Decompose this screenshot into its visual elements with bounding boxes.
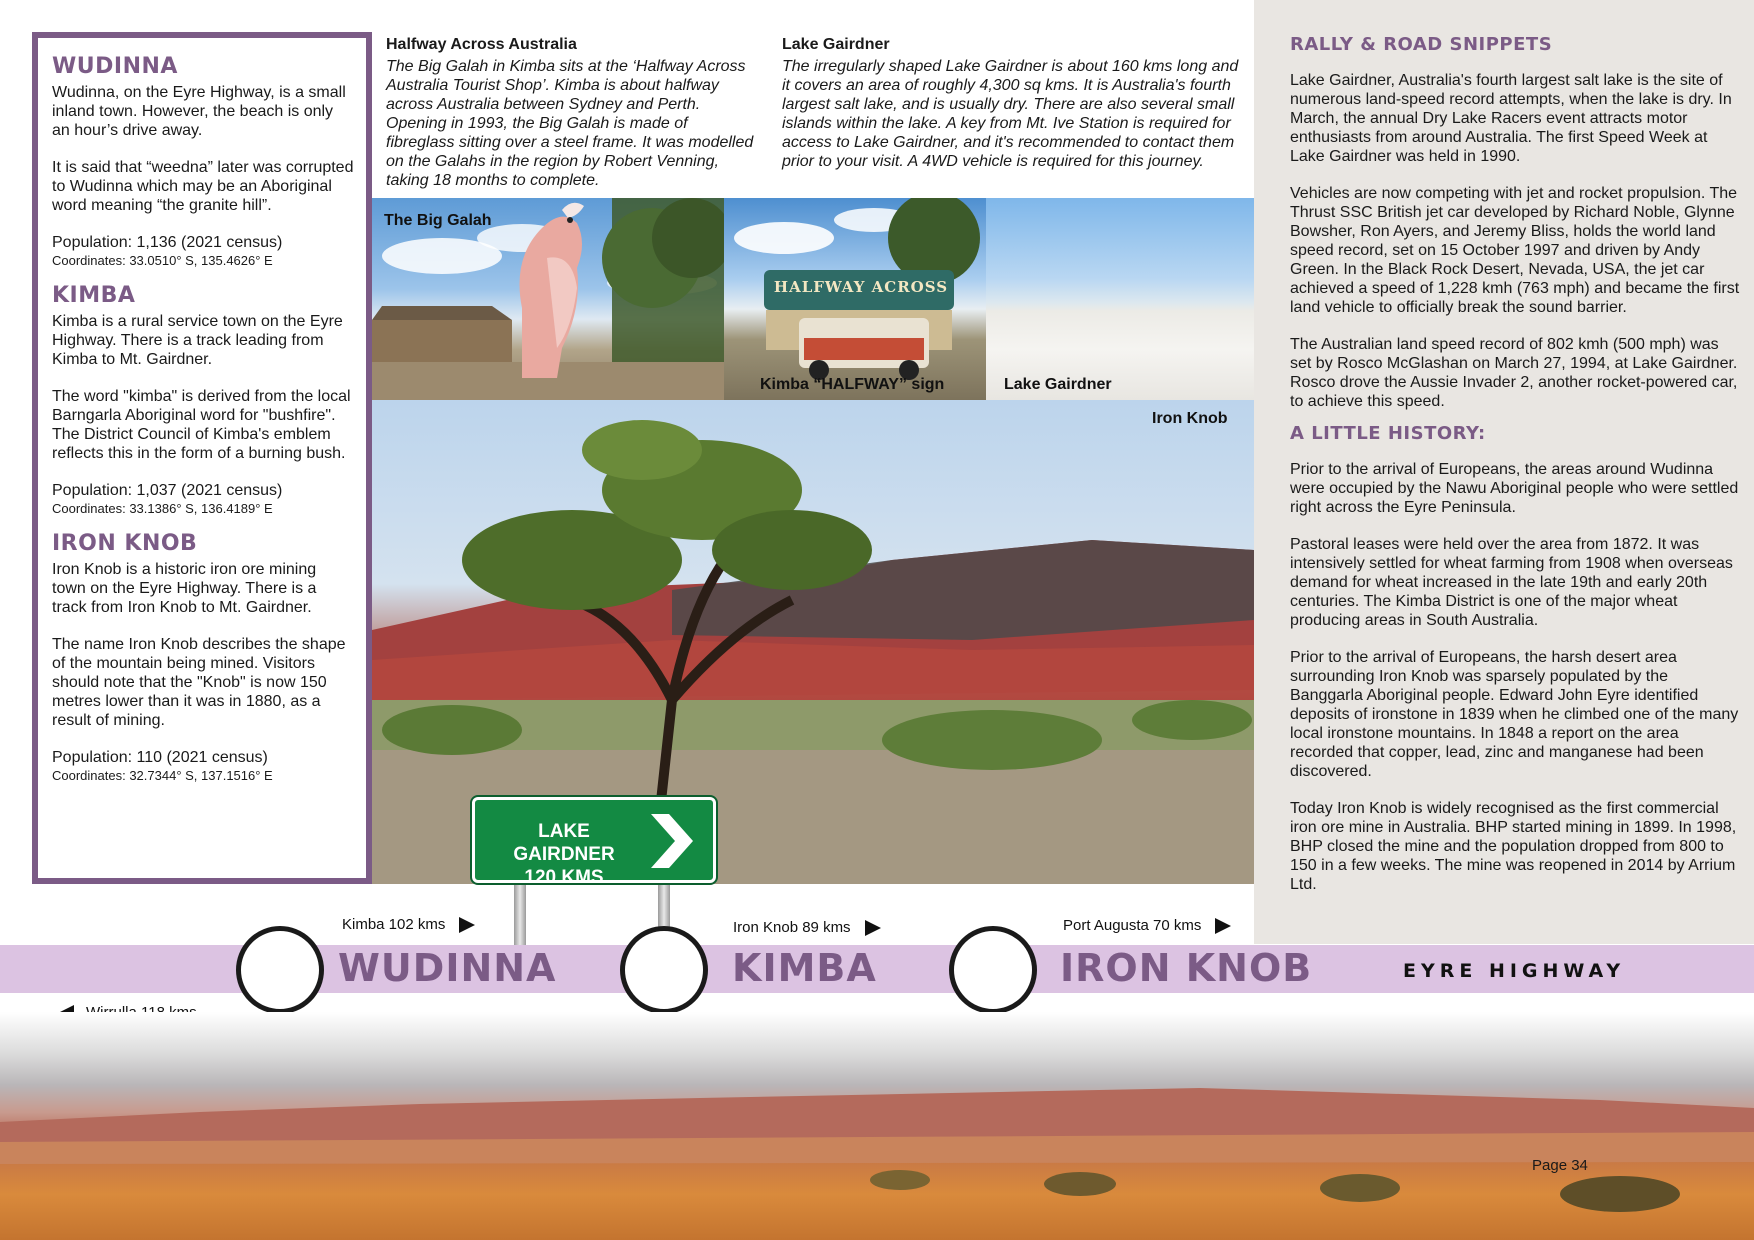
big-galah-caption: The Big Galah [384, 212, 492, 229]
halfway-article-title: Halfway Across Australia [386, 36, 577, 53]
stop-iron-knob: IRON KNOB [1060, 946, 1313, 990]
sign-post-left [514, 884, 526, 946]
kimba-coordinates: Coordinates: 33.1386° S, 136.4189° E [52, 501, 273, 516]
iron-knob-intro: Iron Knob is a historic iron ore mining town on the Eyre Highway. There is a track from Iron Knob to Mt. Gairdner. [52, 561, 317, 616]
history-paragraph-2: Pastoral leases were held over the area from 1872. It was intensively settled for wheat farming from 1908 when overseas demand for wheat increased in the late 19th and early 20th centuries. The Kimba District is one of the major wheat producing areas in South Australia. [1290, 536, 1733, 629]
history-paragraph-3: Prior to the arrival of Europeans, the harsh desert area surrounding Iron Knob was sparsely populated by the Banggarla Aboriginal people. Edward John Eyre identified deposits of ironstone in 1839 when he climbed one of the many local ironstone mountains. In 1848 a report on the area recorded that copper, lead, zinc and manganese had been discovered. [1290, 649, 1739, 780]
iron-knob-name-origin: The name Iron Knob describes the shape of the mountain being mined. Visitors should note that the "Knob" is now 150 metres lower than it was in 1880, as a result of mining. [52, 636, 346, 729]
arrow-right-icon [865, 920, 881, 936]
iron-knob-heading: IRON KNOB [52, 531, 198, 556]
wudinna-heading: WUDINNA [52, 54, 178, 79]
distance-kimba-label: Kimba 102 kms [342, 916, 446, 933]
wudinna-marker [236, 926, 324, 1014]
halfway-article-body: The Big Galah in Kimba sits at the ‘Halfway Across Australia Tourist Shop’. Kimba is about halfway across Australia between Sydney and Perth. Opening in 1993, the Big Galah is made of fibreglass sitting over a steel frame. It was modelled on the Galahs in the region by Robert Venning, taking 18 months to complete. [386, 58, 754, 189]
distance-iron-knob-label: Iron Knob 89 kms [733, 919, 851, 936]
big-galah-photo [372, 198, 724, 400]
road-name: EYRE HIGHWAY [1403, 960, 1626, 982]
ranges-panorama-illustration [0, 1012, 1754, 1240]
wudinna-name-origin: It is said that “weedna” later was corrupted to Wudinna which may be an Aboriginal word meaning “the granite hill”. [52, 159, 354, 214]
halfway-sign-illustration [724, 198, 986, 400]
lake-gairdner-article [782, 36, 1242, 171]
town-info-box [32, 32, 372, 884]
arrow-right-icon [1215, 918, 1231, 934]
iron-knob-marker [949, 926, 1037, 1014]
arrow-right-icon [459, 917, 475, 933]
page-number: Page 34 [1532, 1157, 1588, 1174]
history-heading: A LITTLE HISTORY: [1290, 423, 1486, 444]
stop-kimba: KIMBA [732, 946, 877, 990]
distance-port-augusta-label: Port Augusta 70 kms [1063, 917, 1202, 934]
chevron-right-icon [647, 812, 695, 870]
wudinna-coordinates: Coordinates: 33.0510° S, 135.4626° E [52, 253, 273, 268]
lake-gairdner-article-body: The irregularly shaped Lake Gairdner is about 160 kms long and it covers an area of roughly 4,300 sq kms. It is Australia's fourth largest salt lake, and is usually dry. There are also several small islands within the lake. A key from Mt. Ive Station is required for access to Lake Gairdner, and it's recommended to contact them prior to your visit. A 4WD vehicle is required for this journey. [782, 58, 1239, 170]
kimba-marker [620, 926, 708, 1014]
stop-wudinna: WUDINNA [338, 946, 557, 990]
halfway-sign-text: HALFWAY ACROSS [773, 278, 949, 296]
halfway-sign-caption: Kimba “HALFWAY” sign [760, 376, 945, 393]
distance-port-augusta [1063, 917, 1231, 934]
halfway-article [386, 36, 758, 190]
road-sign-line-1: LAKE GAIRDNER [513, 821, 615, 865]
iron-knob-population: Population: 110 (2021 census) [52, 749, 268, 766]
wudinna-intro: Wudinna, on the Eyre Highway, is a small inland town. However, the beach is only an hour’s drive away. [52, 84, 346, 139]
kimba-population: Population: 1,037 (2021 census) [52, 482, 283, 499]
history-paragraph-4: Today Iron Knob is widely recognised as the first commercial iron ore mine in Australia. BHP started mining in 1899. In 1998, BHP closed the mine and the population dropped from 800 to 150 in a few weeks. The mine was reopened in 2014 by Arrium Ltd. [1290, 800, 1737, 893]
rally-paragraph-2: Vehicles are now competing with jet and rocket propulsion. The Thrust SSC British jet car developed by Richard Noble, Glynne Bowsher, Ron Ayers, and Jeremy Bliss, holds the world land speed record, set on 15 October 1997 and driven by Andy Green. In the Black Rock Desert, Nevada, USA, the jet car achieved a speed of 1,228 kmh (763 mph) and became the first land vehicle to officially break the sound barrier. [1290, 185, 1740, 316]
lake-gairdner-photo [986, 198, 1254, 400]
iron-knob-caption: Iron Knob [1152, 410, 1228, 427]
rally-paragraph-1: Lake Gairdner, Australia's fourth largest salt lake is the site of numerous land-speed record attempts, when the lake is dry. In March, the annual Dry Lake Racers event attracts motor enthusiasts from around Australia. The first Speed Week at Lake Gairdner was held in 1990. [1290, 72, 1732, 165]
road-sign-text [489, 820, 639, 889]
distance-kimba [342, 916, 475, 933]
distance-iron-knob [733, 919, 881, 936]
kimba-intro: Kimba is a rural service town on the Eyre Highway. There is a track leading from Kimba to Mt. Gairdner. [52, 313, 343, 368]
history-paragraph-1: Prior to the arrival of Europeans, the areas around Wudinna were occupied by the Nawu Aboriginal people who were settled right across the Eyre Peninsula. [1290, 461, 1739, 516]
lake-gairdner-road-sign [472, 797, 716, 888]
rally-paragraph-3: The Australian land speed record of 802 kmh (500 mph) was set by Rosco McGlashan on March 27, 1994, at Lake Gairdner. Rosco drove the Aussie Invader 2, another rocket-powered car, to achieve this speed. [1290, 336, 1738, 410]
lake-gairdner-article-title: Lake Gairdner [782, 36, 890, 53]
right-sidebar [1254, 0, 1754, 944]
ranges-panorama-photo [0, 1012, 1754, 1240]
road-sign-line-2: 120 KMS [524, 867, 604, 888]
kimba-name-origin: The word "kimba" is derived from the local Barngarla Aboriginal word for "bushfire". The District Council of Kimba's emblem reflects this in the form of a burning bush. [52, 388, 351, 462]
lake-gairdner-caption: Lake Gairdner [1004, 376, 1112, 393]
iron-knob-coordinates: Coordinates: 32.7344° S, 137.1516° E [52, 768, 273, 783]
wudinna-population: Population: 1,136 (2021 census) [52, 234, 283, 251]
rally-heading: RALLY & ROAD SNIPPETS [1290, 34, 1553, 55]
halfway-sign-photo [724, 198, 986, 400]
kimba-heading: KIMBA [52, 283, 136, 308]
